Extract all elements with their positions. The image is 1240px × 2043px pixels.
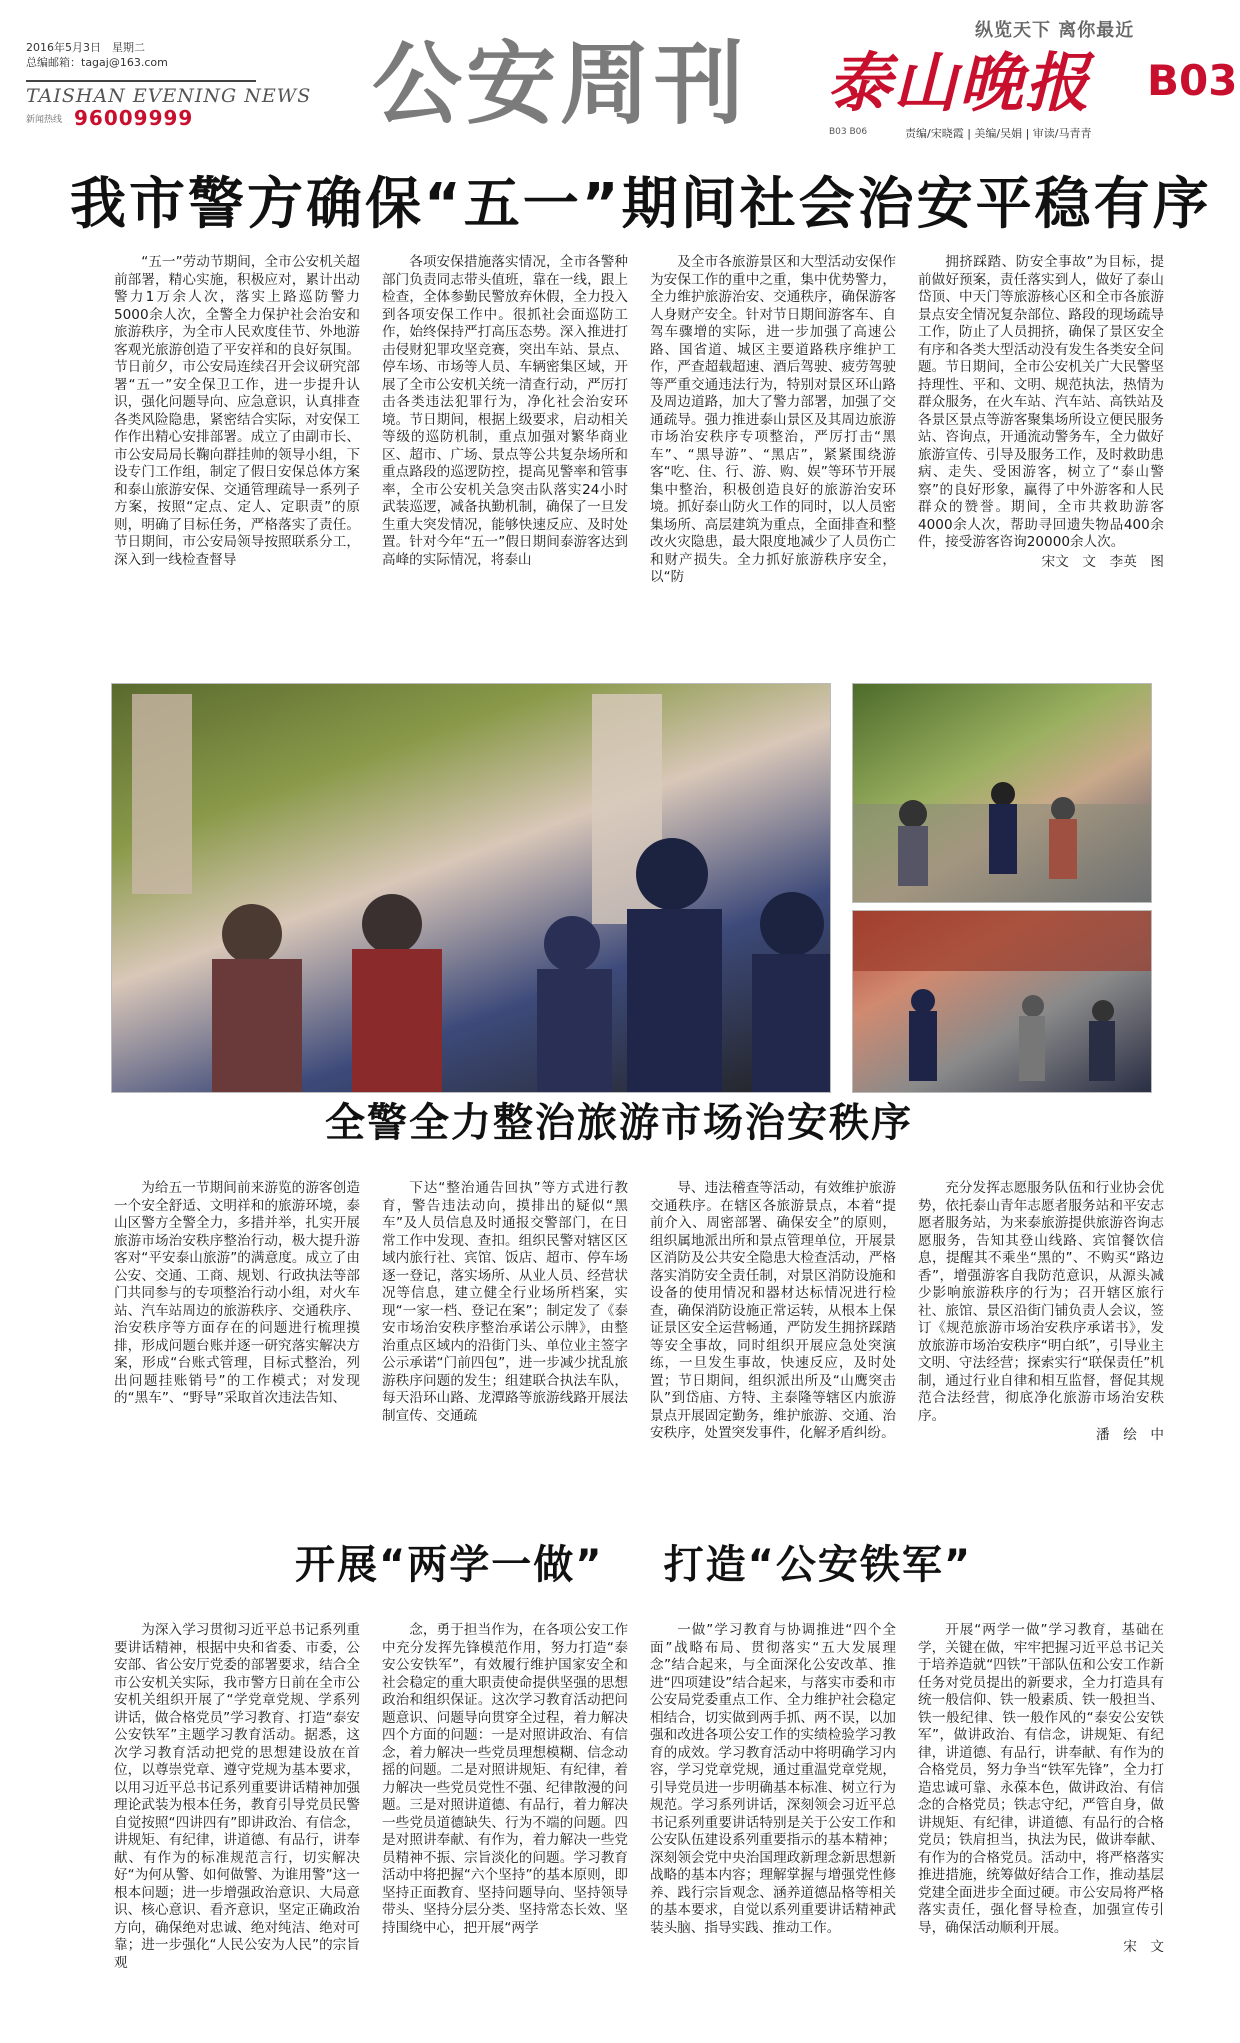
page-number: B03 (1147, 56, 1238, 105)
police-patrol-crowd-photo-art (112, 684, 831, 1093)
paper-name-logo: 泰山晚报 (827, 46, 1091, 121)
hotline-number: 96009999 (74, 106, 194, 130)
article3-headline-part1: 开展“两学一做” (295, 1542, 604, 1588)
masthead (0, 0, 1240, 150)
article1-signature: 宋文 文 李英 图 (1041, 553, 1164, 570)
article2-body (114, 1180, 1164, 1510)
article3-column-1 (114, 1622, 360, 2022)
article1-headline: 我市警方确保“五一”期间社会治安平稳有序 (70, 172, 1212, 237)
section-title: 公安周刊 (372, 32, 748, 137)
article1-column-2 (382, 254, 628, 640)
article3-text-2: 念，勇于担当作为，在各项公安工作中充分发挥先锋模范作用，努力打造“泰安公安铁军”，有效履行维护国家安全和社会稳定的重大职责使命提供坚强的思想政治和组织保证。这次学习教育活动把问题意识、问题导向贯穿全过程，着力解决四个方面的问题：一是对照讲政治、有信念，着力解决一些党员理想模糊、信念动摇的问题。二是对照讲规矩、有纪律，着力解决一些党员党性不强、纪律散漫的问题。三是对照讲道德、有品行，着力解决一些党员道德缺失、行为不端的问题。四是对照讲奉献、有作为，着力解决一些党员精神不振、宗旨淡化的问题。学习教育活动中将把握“六个坚持”的基本原则，即坚持正面教育、坚持问题导向、坚持领导带头、坚持分层分类、坚持常态长效、坚持围绕中心，把开展“两学 (382, 1622, 628, 1936)
article3-column-2 (382, 1622, 628, 2022)
article1-text-1: “五一”劳动节期间，全市公安机关超前部署，精心实施，积极应对，累计出动警力1万余人次，落实上路巡防警力5000余人次，全警全力保护社会治安和旅游秩序，为全市人民欢度佳节、外地游客观光旅游创造了平安祥和的良好氛围。节日前夕，市公安局连续召开会议研究部署“五一”安全保卫工作，进一步提升认识，强化问题导向、应急意识，认真排查各类风险隐患，紧密结合实际，对安保工作作出精心安排部署。成立了由副市长、市公安局局长鞠向群挂帅的领导小组，下设专门工作组，制定了假日安保总体方案和泰山旅游安保、交通管理疏导一系列子方案，按照“定点、定人、定职责”的原则，明确了目标任务，严格落实了责任。节日期间，市公安局领导按照联系分工，深入到一线检查督导 (114, 254, 360, 568)
article2-column-2 (382, 1180, 628, 1510)
editor-line: 责编/宋晓霞 | 美编/吴娟 | 审读/马青青 (905, 127, 1092, 140)
article1-body (114, 254, 1164, 640)
article2-signature: 潘 绘 中 (1096, 1427, 1164, 1443)
article1-column-1 (114, 254, 360, 640)
article2-column-4 (918, 1180, 1164, 1510)
site-code: B03 B06 (829, 127, 868, 137)
meta-info (26, 40, 168, 70)
article3-text-4: 开展“两学一做”学习教育，基础在学，关键在做，牢牢把握习近平总书记关于培养造就“四铁”干部队伍和公安工作新任务对党员提出的新要求，全力打造具有统一般信仰、铁一般素质、铁一般担当、铁一般纪律、铁一般作风的“泰安公安铁军”，做讲政治、有信念，讲规矩、有纪律，讲道德、有品行，讲奉献、有作为的合格党员，努力争当“铁军先锋”，全力打造忠诚可靠、永葆本色，做讲政治、有信念的合格党员；铁志守纪，严管自身，做讲规矩、有纪律，讲道德、有品行的合格党员；铁肩担当，执法为民，做讲奉献、有作为的合格党员。活动中，将严格落实推进措施，统筹做好结合工作，推动基层党建全面进步全面过硬。市公安局将严格落实责任，强化督导检查，加强宣传引导，确保活动顺利开展。 (918, 1622, 1164, 1936)
article1-column-4 (918, 254, 1164, 640)
article2-text-1: 为给五一节期间前来游览的游客创造一个安全舒适、文明祥和的旅游环境，泰山区警方全警全力，多措并举，扎实开展旅游市场治安秩序整治行动，极大提升游客对“平安泰山旅游”的满意度。成立了由公安、交通、工商、规划、行政执法等部门共同参与的专项整治行动小组，对火车站、汽车站周边的旅游秩序、交通秩序、治安秩序等方面存在的问题进行梳理摸排，形成问题台账并逐一研究落实解决方案，形成“台账式管理，目标式整治，列出问题挂账销号”的工作模式；对发现的“黑车”、“野导”采取首次违法告知、 (114, 1180, 360, 1406)
article3-signature: 宋 文 (1123, 1939, 1164, 1955)
slogan: 纵览天下 离你最近 (975, 20, 1135, 41)
article3-column-3 (650, 1622, 896, 2022)
date-line: 2016年5月3日 星期二 (26, 41, 145, 54)
police-patrol-crowd-photo (111, 683, 831, 1093)
temple-crowd-photo (852, 910, 1152, 1093)
hotline-label: 新闻热线 (26, 115, 63, 125)
article1-text-2: 各项安保措施落实情况，全市各警种部门负责同志带头值班，靠在一线，跟上检查，全体参勤民警放弃休假，全力投入到各项安保工作中。很抓社会面巡防工作，始终保持严打高压态势。深入推进打击侵财犯罪攻坚竞赛，突出车站、景点、停车场、市场等人员、车辆密集区域，开展了全市公安机关统一清查行动，严厉打击各类违法犯罪行为，净化社会治安环境。节日期间，根据上级要求，启动相关等级的巡防机制，重点加强对繁华商业区、超市、广场、景点等公共复杂场所和重点路段的巡逻防控，提高见警率和管事率，全市公安机关急突击队落实24小时武装巡逻，减备执勤机制，确保了一旦发生重大突发情况，能够快速反应、及时处置。针对今年“五一”假日期间泰游客达到高峰的实际情况，将泰山 (382, 254, 628, 568)
article2-text-3: 导、违法稽查等活动，有效维护旅游交通秩序。在辖区各旅游景点，本着“提前介入、周密部署、确保安全”的原则，组织属地派出所和景点管理单位，开展景区消防及公共安全隐患大检查活动，严格落实消防安全责任制，对景区消防设施和设备的使用情况和器材达标情况进行检查，确保消防设施正常运转，从根本上保证景区安全运营畅通，严防发生拥挤踩踏等安全事故，同时组织开展应急处突演练，一旦发生事故，快速反应，及时处置；节日期间，组织派出所及“山鹰突击队”到岱庙、方特、主泰隆等辖区内旅游景点开展固定勤务，维护旅游、交通、治安秩序，处置突发事件，化解矛盾纠纷。 (650, 1180, 896, 1441)
article2-column-1 (114, 1180, 360, 1510)
article1-text-3: 及全市各旅游景区和大型活动安保作为安保工作的重中之重，集中优势警力，全力维护旅游治安、交通秩序，确保游客人身财产安全。针对节日期间游客车、自驾车骤增的实际，进一步加强了高速公路、国省道、城区主要道路秩序维护工作，严查超载超速、酒后驾驶、疲劳驾驶等严重交通违法行为，特别对景区环山路及周边道路，加大了警力部署，加强了交通疏导。强力推进泰山景区及其周边旅游市场治安秩序专项整治，严厉打击“黑车”、“黑导游”、“黑店”，紧紧围绕游客“吃、住、行、游、购、娱”等环节开展集中整治，积极创造良好的旅游治安环境。抓好泰山防火工作的同时，以人员密集场所、高层建筑为重点，全面排查和整改火灾隐患，最大限度地减少了人员伤亡和财产损失。全力抓好旅游秩序安全，以“防 (650, 254, 896, 585)
side-logo (26, 80, 312, 130)
article1-column-3 (650, 254, 896, 640)
scenic-area-crowd-photo-art (853, 684, 1152, 903)
article3-text-1: 为深入学习贯彻习近平总书记系列重要讲话精神，根据中央和省委、市委，公安部、省公安厅党委的部署要求，结合全市公安机关实际，我市警方日前在全市公安机关组织开展了“学党章党规、学系列讲话，做合格党员”学习教育、打造“泰安公安铁军”主题学习教育活动。据悉，这次学习教育活动把党的思想建设放在首位，以尊崇党章、遵守党规为基本要求，以用习近平总书记系列重要讲话精神加强理论武装为根本任务，教育引导党员民警自觉按照“四讲四有”即讲政治、有信念，讲规矩、有纪律，讲道德、有品行，讲奉献、有作为的标准规范言行，切实解决好“为何从警、如何做警、为谁用警”这一根本问题；进一步增强政治意识、大局意识、核心意识、看齐意识，坚定正确政治方向，确保绝对忠诚、绝对纯洁、绝对可靠；进一步强化“人民公安为人民”的宗旨观 (114, 1622, 360, 1971)
paper-english-name: TAISHAN EVENING NEWS (26, 85, 312, 107)
article2-column-3 (650, 1180, 896, 1510)
article3-column-4 (918, 1622, 1164, 2022)
article2-text-2: 下达“整治通告回执”等方式进行教育，警告违法动向，摸排出的疑似“黑车”及人员信息及时通报交警部门，在日常工作中发现、查扣。组织民警对辖区区域内旅行社、宾馆、饭店、超市、停车场逐一登记，落实场所、从业人员、经营状况等信息，建立健全行业场所档案，实现“一家一档、登记在案”；制定发了《泰安市场治安秩序整治承诺公示牌》，由整治重点区域内的沿街门头、单位业主签字公示承诺“门前四包”，进一步减少扰乱旅游秩序问题的发生；组建联合执法车队，每天沿环山路、龙潭路等旅游线路开展法制宣传、交通疏 (382, 1180, 628, 1424)
article3-headline-part2: 打造“公安铁军” (663, 1542, 973, 1588)
article2-headline: 全警全力整治旅游市场治安秩序 (325, 1100, 913, 1146)
article3-text-3: 一做”学习教育与协调推进“四个全面”战略布局、贯彻落实“五大发展理念”结合起来，与全面深化公安改革、推进“四项建设”结合起来，与落实市委和市公安局党委重点工作、全力维护社会稳定相结合，切实做到两手抓、两不误，以加强和改进各项公安工作的实绩检验学习教育的成效。学习教育活动中将明确学习内容，学习党章党规，通过重温党章党规，引导党员进一步明确基本标准、树立行为规范。学习系列讲话，深刻领会习近平总书记系列重要讲话特别是关于公安工作和公安队伍建设系列重要指示的基本精神；深刻领会党中央治国理政新理念新思想新战略的基本内容；理解掌握与增强党性修养、践行宗旨观念、涵养道德品格等相关的基本要求，自觉以系列重要讲话精神武装头脑、指导实践、推动工作。 (650, 1622, 896, 1936)
temple-crowd-photo-art (853, 911, 1152, 1093)
article3-headline (295, 1540, 972, 1590)
article3-body (114, 1622, 1164, 2022)
article2-text-4: 充分发挥志愿服务队伍和行业协会优势，依托泰山青年志愿者服务站和平安志愿者服务站，为来泰旅游提供旅游咨询志愿服务，告知其登山线路、宾馆餐饮信息，提醒其不乘坐“黑的”、不购买“路边香”，增强游客自我防范意识，从源头减少影响旅游秩序的行为；召开辖区旅行社、旅馆、景区沿街门铺负责人会议，签订《规范旅游市场治安秩序承诺书》，发放旅游市场治安秩序“明白纸”，引导业主文明、守法经营；探索实行“联保责任”机制，通过行业自律和相互监督，督促其规范合法经营，彻底净化旅游市场治安秩序。 (918, 1180, 1164, 1424)
email-line: 总编邮箱：tagaj@163.com (26, 56, 168, 69)
article1-text-4: 拥挤踩踏、防安全事故”为目标，提前做好预案，责任落实到人，做好了泰山岱顶、中天门等旅游核心区和全市各旅游景点安全情况复杂部位、路段的现场疏导工作，防止了人员拥挤，确保了景区安全有序和各类大型活动没有发生各类安全问题。节日期间，全市公安机关广大民警坚持理性、平和、文明、规范执法，热情为群众服务，在火车站、汽车站、高铁站及各景区景点等游客聚集场所设立便民服务站、咨询点，开通流动警务车，全力做好旅游宣传、引导及服务工作，及时救助患病、走失、受困游客，树立了“泰山警察”的良好形象，赢得了中外游客和人民群众的赞誉。期间，全市共救助游客4000余人次，帮助寻回遗失物品400余件，接受游客咨询20000余人次。 (918, 254, 1164, 550)
scenic-area-crowd-photo (852, 683, 1152, 903)
